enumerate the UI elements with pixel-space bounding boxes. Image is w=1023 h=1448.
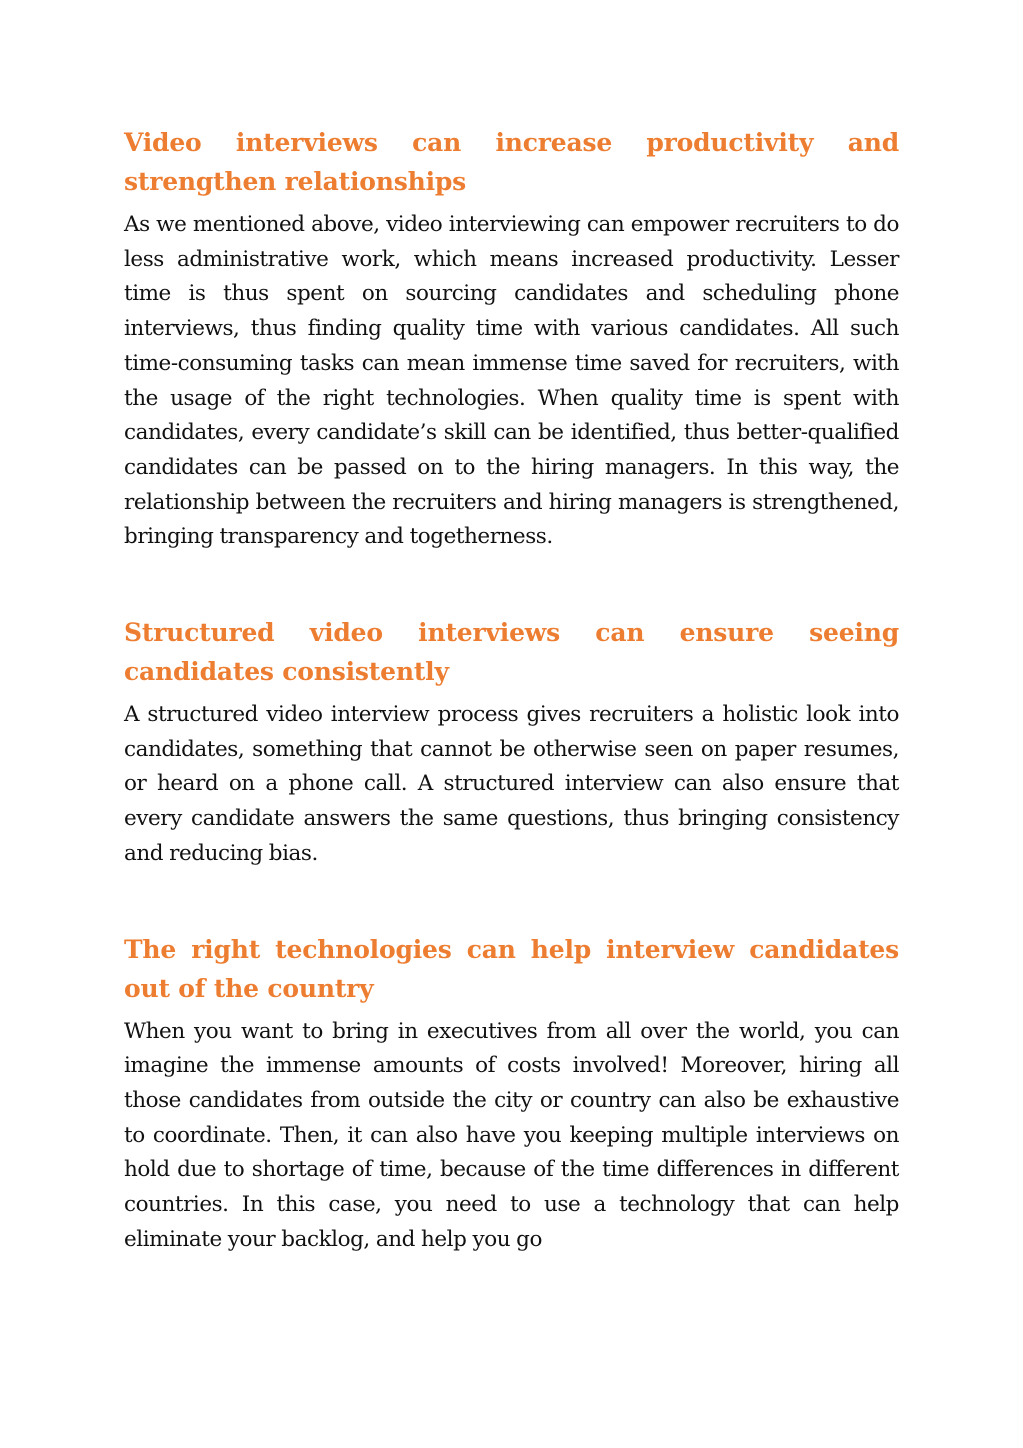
section-paragraph: A structured video interview process gives recruiters a holistic look into candidates, something that cannot be otherwise seen on paper resumes, or heard on a phone call. A structured interview can also ensure that every candidate answers the same questions, thus bringing consistency and reducing bias. (124, 702, 899, 866)
section-heading: Video interviews can increase productivity and strengthen relationships (124, 128, 899, 196)
section-heading: The right technologies can help interview candidates out of the country (124, 934, 899, 1003)
section-productivity (124, 123, 899, 555)
section-paragraph: As we mentioned above, video interviewing can empower recruiters to do less administrative work, which means increased productivity. Lesser time is thus spent on sourcing candidates and scheduling phone interviews, thus finding quality time with various candidates. All such time-consuming tasks can mean immense time saved for recruiters, with the usage of the right technologies. When quality time is spent with candidates, every candidate’s skill can be identified, thus better-qualified candidates can be passed on to the hiring managers. In this way, the relationship between the recruiters and hiring managers is strengthened, bringing transparency and togetherness. (124, 212, 899, 550)
section-heading: Structured video interviews can ensure seeing candidates consistently (124, 618, 899, 687)
page-content (124, 123, 899, 1257)
section-structured-interviews (124, 613, 899, 872)
section-paragraph: When you want to bring in executives from all over the world, you can imagine the immense amounts of costs involved! Moreover, hiring all those candidates from outside the city or country can also be exhaustive to coordinate. Then, it can also have you keeping multiple interviews on hold due to shortage of time, because of the time differences in different countries. In this case, you need to use a technology that can help eliminate your backlog, and help you go (124, 1018, 899, 1252)
section-remote-candidates (124, 930, 899, 1258)
